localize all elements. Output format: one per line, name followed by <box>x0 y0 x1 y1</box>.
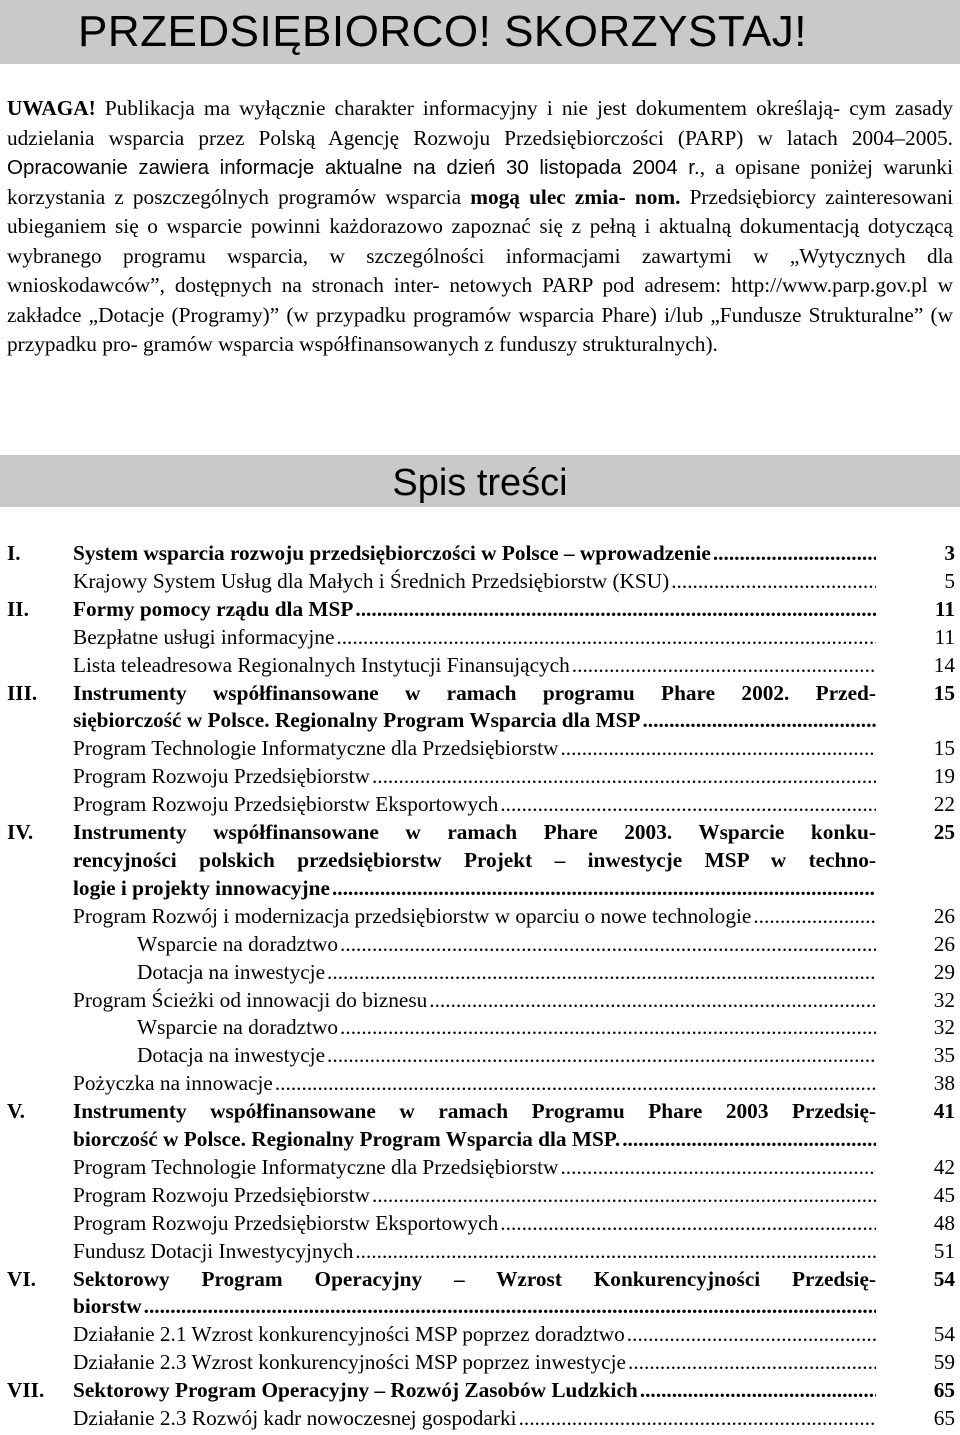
toc-entry-page: 65 <box>933 1378 955 1403</box>
toc-entry[interactable] <box>7 791 955 819</box>
notice-emphasis: mogą ulec zmia- nom. <box>470 184 681 209</box>
toc-entry[interactable] <box>7 1014 955 1042</box>
toc-leader-dots <box>334 624 876 652</box>
toc-leader-dots <box>353 596 876 624</box>
toc-entry[interactable] <box>7 1266 955 1322</box>
toc-entry-page: 25 <box>933 820 955 845</box>
toc-entry-line: Instrumenty współfinansowane w ramach Programu Phare 2003 Przedsię- <box>73 1099 876 1124</box>
toc-entry-line: biorczość w Polsce. Regionalny Program Wsparcia dla MSP. <box>73 1127 621 1152</box>
toc-entry-page: 51 <box>933 1238 955 1263</box>
toc-entry-title <box>73 959 876 987</box>
toc-entry-number <box>7 735 73 763</box>
toc-leader-dots <box>330 875 876 903</box>
toc-leader-dots <box>625 1321 876 1349</box>
toc-entry[interactable] <box>7 735 955 763</box>
toc-entry-number: V. <box>7 1099 25 1124</box>
toc-entry-number <box>7 1238 73 1266</box>
toc-entry-title <box>73 596 876 624</box>
toc-entry[interactable] <box>7 1042 955 1070</box>
toc-entry-title <box>73 1182 876 1210</box>
toc-entry-title <box>73 1210 876 1238</box>
toc-entry-number <box>7 959 73 987</box>
toc-entry-page: 15 <box>933 680 955 705</box>
toc-entry-number <box>7 791 73 819</box>
toc-entry-line: Lista teleadresowa Regionalnych Instytucji Finansujących <box>73 652 570 677</box>
toc-entry[interactable] <box>7 1210 955 1238</box>
toc-entry-title <box>73 540 876 568</box>
toc-banner <box>0 455 960 507</box>
toc-leader-dots <box>640 707 876 735</box>
toc-entry-number: VI. <box>7 1266 36 1291</box>
toc-entry-number <box>7 1405 73 1433</box>
toc-entry-title <box>73 1098 876 1154</box>
toc-entry-page: 38 <box>933 1071 955 1096</box>
notice-lead: UWAGA! <box>7 96 96 120</box>
toc-entry-number <box>7 1349 73 1377</box>
toc-entry-title <box>73 735 876 763</box>
toc-entry-title <box>73 1321 876 1349</box>
toc-entry-page: 5 <box>944 568 955 593</box>
toc-leader-dots <box>353 1238 876 1266</box>
toc-leader-dots <box>338 1014 876 1042</box>
toc-entry[interactable] <box>7 596 955 624</box>
toc-entry-page: 26 <box>933 931 955 956</box>
toc-entry[interactable] <box>7 1238 955 1266</box>
toc-leader-dots <box>273 1070 876 1098</box>
table-of-contents <box>7 540 955 1433</box>
toc-entry-page: 41 <box>933 1099 955 1124</box>
toc-leader-dots <box>142 1293 876 1321</box>
toc-leader-dots <box>558 735 876 763</box>
toc-entry[interactable] <box>7 1321 955 1349</box>
toc-leader-dots <box>498 791 876 819</box>
toc-leader-dots <box>370 1182 876 1210</box>
toc-entry-number: I. <box>7 541 21 565</box>
toc-entry-number <box>7 987 73 1015</box>
toc-entry-title <box>73 1014 876 1042</box>
toc-entry-title <box>73 652 876 680</box>
toc-entry-line: Formy pomocy rządu dla MSP <box>73 596 354 621</box>
toc-entry-line: Sektorowy Program Operacyjny – Wzrost Konkurencyjności Przedsię- <box>73 1266 876 1291</box>
toc-entry-line: Program Rozwoju Przedsiębiorstw Eksportowych <box>73 1210 499 1235</box>
toc-entry-line: Działanie 2.1 Wzrost konkurencyjności MSP poprzez doradztwo <box>73 1322 625 1347</box>
toc-entry-page: 14 <box>933 652 955 677</box>
toc-entry-number <box>7 568 73 596</box>
toc-entry[interactable] <box>7 652 955 680</box>
toc-entry-line: biorstw <box>73 1294 142 1319</box>
toc-entry-page: 29 <box>933 959 955 984</box>
toc-entry-line: Sektorowy Program Operacyjny – Rozwój Zasobów Ludzkich <box>73 1378 638 1403</box>
toc-entry-line: Dotacja na inwestycje <box>137 959 326 984</box>
toc-entry-number <box>7 1014 73 1042</box>
disclaimer-notice <box>7 94 953 360</box>
toc-entry-title <box>73 680 876 736</box>
toc-entry-number <box>7 1182 73 1210</box>
toc-entry-page: 32 <box>933 987 955 1012</box>
toc-entry-line: Program Rozwoju Przedsiębiorstw Eksportowych <box>73 792 499 817</box>
toc-entry-number <box>7 1154 73 1182</box>
toc-entry[interactable] <box>7 819 955 903</box>
toc-entry-title <box>73 1405 876 1433</box>
toc-entry[interactable] <box>7 987 955 1015</box>
toc-leader-dots <box>751 903 876 931</box>
toc-entry-page: 35 <box>933 1043 955 1068</box>
toc-leader-dots <box>517 1405 876 1433</box>
toc-entry[interactable] <box>7 1405 955 1433</box>
toc-leader-dots <box>338 931 876 959</box>
toc-entry-line: Bezpłatne usługi informacyjne <box>73 624 335 649</box>
toc-entry-page: 48 <box>933 1210 955 1235</box>
notice-date: Opracowanie zawiera informacje aktualne na dzień 30 listopada 2004 r. <box>7 156 700 179</box>
toc-leader-dots <box>620 1126 876 1154</box>
toc-entry-number <box>7 903 73 931</box>
toc-entry-line: Wsparcie na doradztwo <box>137 931 339 956</box>
toc-entry[interactable] <box>7 1154 955 1182</box>
toc-leader-dots <box>325 1042 876 1070</box>
toc-entry-line: Program Rozwoju Przedsiębiorstw <box>73 1182 370 1207</box>
toc-entry-title <box>73 903 876 931</box>
toc-entry-line: Działanie 2.3 Wzrost konkurencyjności MSP poprzez inwestycje <box>73 1350 626 1375</box>
toc-entry-line: siębiorczość w Polsce. Regionalny Program Wsparcia dla MSP <box>73 708 641 733</box>
toc-entry-number <box>7 1070 73 1098</box>
toc-entry-title <box>73 987 876 1015</box>
toc-entry-number <box>7 1042 73 1070</box>
toc-title: Spis treści <box>392 462 568 504</box>
toc-entry-title <box>73 791 876 819</box>
toc-entry-line: Działanie 2.3 Rozwój kadr nowoczesnej gospodarki <box>73 1406 517 1431</box>
toc-entry[interactable] <box>7 540 955 568</box>
toc-entry[interactable] <box>7 1377 955 1405</box>
toc-entry[interactable] <box>7 903 955 931</box>
toc-entry-line: Instrumenty współfinansowane w ramach Phare 2003. Wsparcie konku- <box>73 820 876 845</box>
toc-leader-dots <box>626 1349 876 1377</box>
toc-entry[interactable] <box>7 931 955 959</box>
toc-leader-dots <box>711 540 876 568</box>
toc-entry-line: Program Technologie Informatyczne dla Przedsiębiorstw <box>73 736 559 761</box>
toc-entry-page: 54 <box>933 1266 955 1291</box>
toc-entry[interactable] <box>7 1182 955 1210</box>
toc-leader-dots <box>570 652 876 680</box>
toc-entry-line: Pożyczka na innowacje <box>73 1071 273 1096</box>
toc-leader-dots <box>498 1210 876 1238</box>
toc-entry-page: 59 <box>933 1350 955 1375</box>
toc-entry-number <box>7 652 73 680</box>
toc-entry-title <box>73 819 876 903</box>
toc-entry-page: 54 <box>933 1322 955 1347</box>
toc-entry-line: Program Ścieżki od innowacji do biznesu <box>73 987 428 1012</box>
toc-entry-number <box>7 624 73 652</box>
toc-entry[interactable] <box>7 1098 955 1154</box>
toc-leader-dots <box>370 763 876 791</box>
toc-entry-number: IV. <box>7 820 34 845</box>
toc-entry-title <box>73 624 876 652</box>
toc-entry-page: 42 <box>933 1154 955 1179</box>
toc-entry[interactable] <box>7 1070 955 1098</box>
toc-entry-page: 32 <box>933 1015 955 1040</box>
toc-entry-title <box>73 1154 876 1182</box>
toc-entry-page: 15 <box>933 736 955 761</box>
toc-entry-number: VII. <box>7 1378 45 1403</box>
toc-entry-line: Dotacja na inwestycje <box>137 1043 326 1068</box>
toc-entry-page: 26 <box>933 903 955 928</box>
toc-entry-page: 19 <box>933 764 955 789</box>
toc-entry-line: Instrumenty współfinansowane w ramach programu Phare 2002. Przed- <box>73 680 876 705</box>
toc-entry-line: Wsparcie na doradztwo <box>137 1015 339 1040</box>
page-banner <box>0 0 960 64</box>
notice-text-2: , a opisane poniżej warunki korzystania z poszczególnych programów wsparcia <box>7 155 953 209</box>
toc-entry-line: Program Rozwoju Przedsiębiorstw <box>73 764 370 789</box>
toc-entry-line: System wsparcia rozwoju przedsiębiorczości w Polsce – wprowadzenie <box>73 541 711 565</box>
banner-title: PRZEDSIĘBIORCO! SKORZYSTAJ! <box>78 7 808 56</box>
toc-entry-page: 22 <box>933 792 955 817</box>
toc-entry-title <box>73 1070 876 1098</box>
toc-entry[interactable] <box>7 1349 955 1377</box>
toc-entry-title <box>73 763 876 791</box>
toc-entry-number <box>7 1210 73 1238</box>
toc-entry-title <box>73 568 876 596</box>
toc-entry[interactable] <box>7 763 955 791</box>
notice-text-3: Przedsiębiorcy zainteresowani ubieganiem się o wsparcie powinni każdorazowo zapoznać się z pełną i aktualną dokumentacją dotyczącą wybranego programu wsparcia, w szczególności informacjami zawartymi w „Wytycznych dla wnioskodawców”, dostępnych na stronach inter- netowych PARP pod adresem: http://www.parp.gov.pl w zakładce „Dotacje (Programy)” (w przypadku programów wsparcia Phare) i/lub „Fundusze Strukturalne” (w przypadku pro- gramów wsparcia współfinansowanych z funduszy strukturalnych). <box>7 184 954 356</box>
toc-entry-line: Krajowy System Usług dla Małych i Średnich Przedsiębiorstw (KSU) <box>73 568 670 593</box>
toc-leader-dots <box>558 1154 876 1182</box>
toc-entry-line: rencyjności polskich przedsiębiorstw Projekt – inwestycje MSP w techno- <box>73 847 876 872</box>
toc-entry-number <box>7 931 73 959</box>
toc-leader-dots <box>427 987 876 1015</box>
toc-entry-page: 65 <box>933 1406 955 1431</box>
toc-entry-title <box>73 1238 876 1266</box>
toc-entry-number: II. <box>7 596 29 621</box>
toc-entry-line: Program Technologie Informatyczne dla Przedsiębiorstw <box>73 1154 559 1179</box>
toc-entry-line: Fundusz Dotacji Inwestycyjnych <box>73 1238 354 1263</box>
toc-leader-dots <box>638 1377 876 1405</box>
toc-entry-page: 11 <box>934 596 955 621</box>
toc-entry[interactable] <box>7 680 955 736</box>
toc-entry-title <box>73 1349 876 1377</box>
toc-entry-line: Program Rozwój i modernizacja przedsiębiorstw w oparciu o nowe technologie <box>73 903 752 928</box>
toc-entry-page: 45 <box>933 1182 955 1207</box>
toc-entry-page: 3 <box>944 541 955 565</box>
toc-entry-title <box>73 1042 876 1070</box>
toc-entry-line: logie i projekty innowacyjne <box>73 875 330 900</box>
notice-text-1: Publikacja ma wyłącznie charakter informacyjny i nie jest dokumentem określają- cym zasady udzielania wsparcia przez Polską Agencję Rozwoju Przedsiębiorczości (PARP) w latach 2004–2005. <box>7 96 953 150</box>
toc-entry-title <box>73 1266 876 1322</box>
toc-entry-number: III. <box>7 680 38 705</box>
toc-leader-dots <box>669 568 876 596</box>
toc-entry-title <box>73 1377 876 1405</box>
toc-leader-dots <box>325 959 876 987</box>
toc-entry-number <box>7 1321 73 1349</box>
toc-entry-number <box>7 763 73 791</box>
toc-entry-title <box>73 931 876 959</box>
toc-entry-page: 11 <box>934 624 955 649</box>
toc-entry[interactable] <box>7 959 955 987</box>
toc-entry[interactable] <box>7 624 955 652</box>
toc-entry[interactable] <box>7 568 955 596</box>
